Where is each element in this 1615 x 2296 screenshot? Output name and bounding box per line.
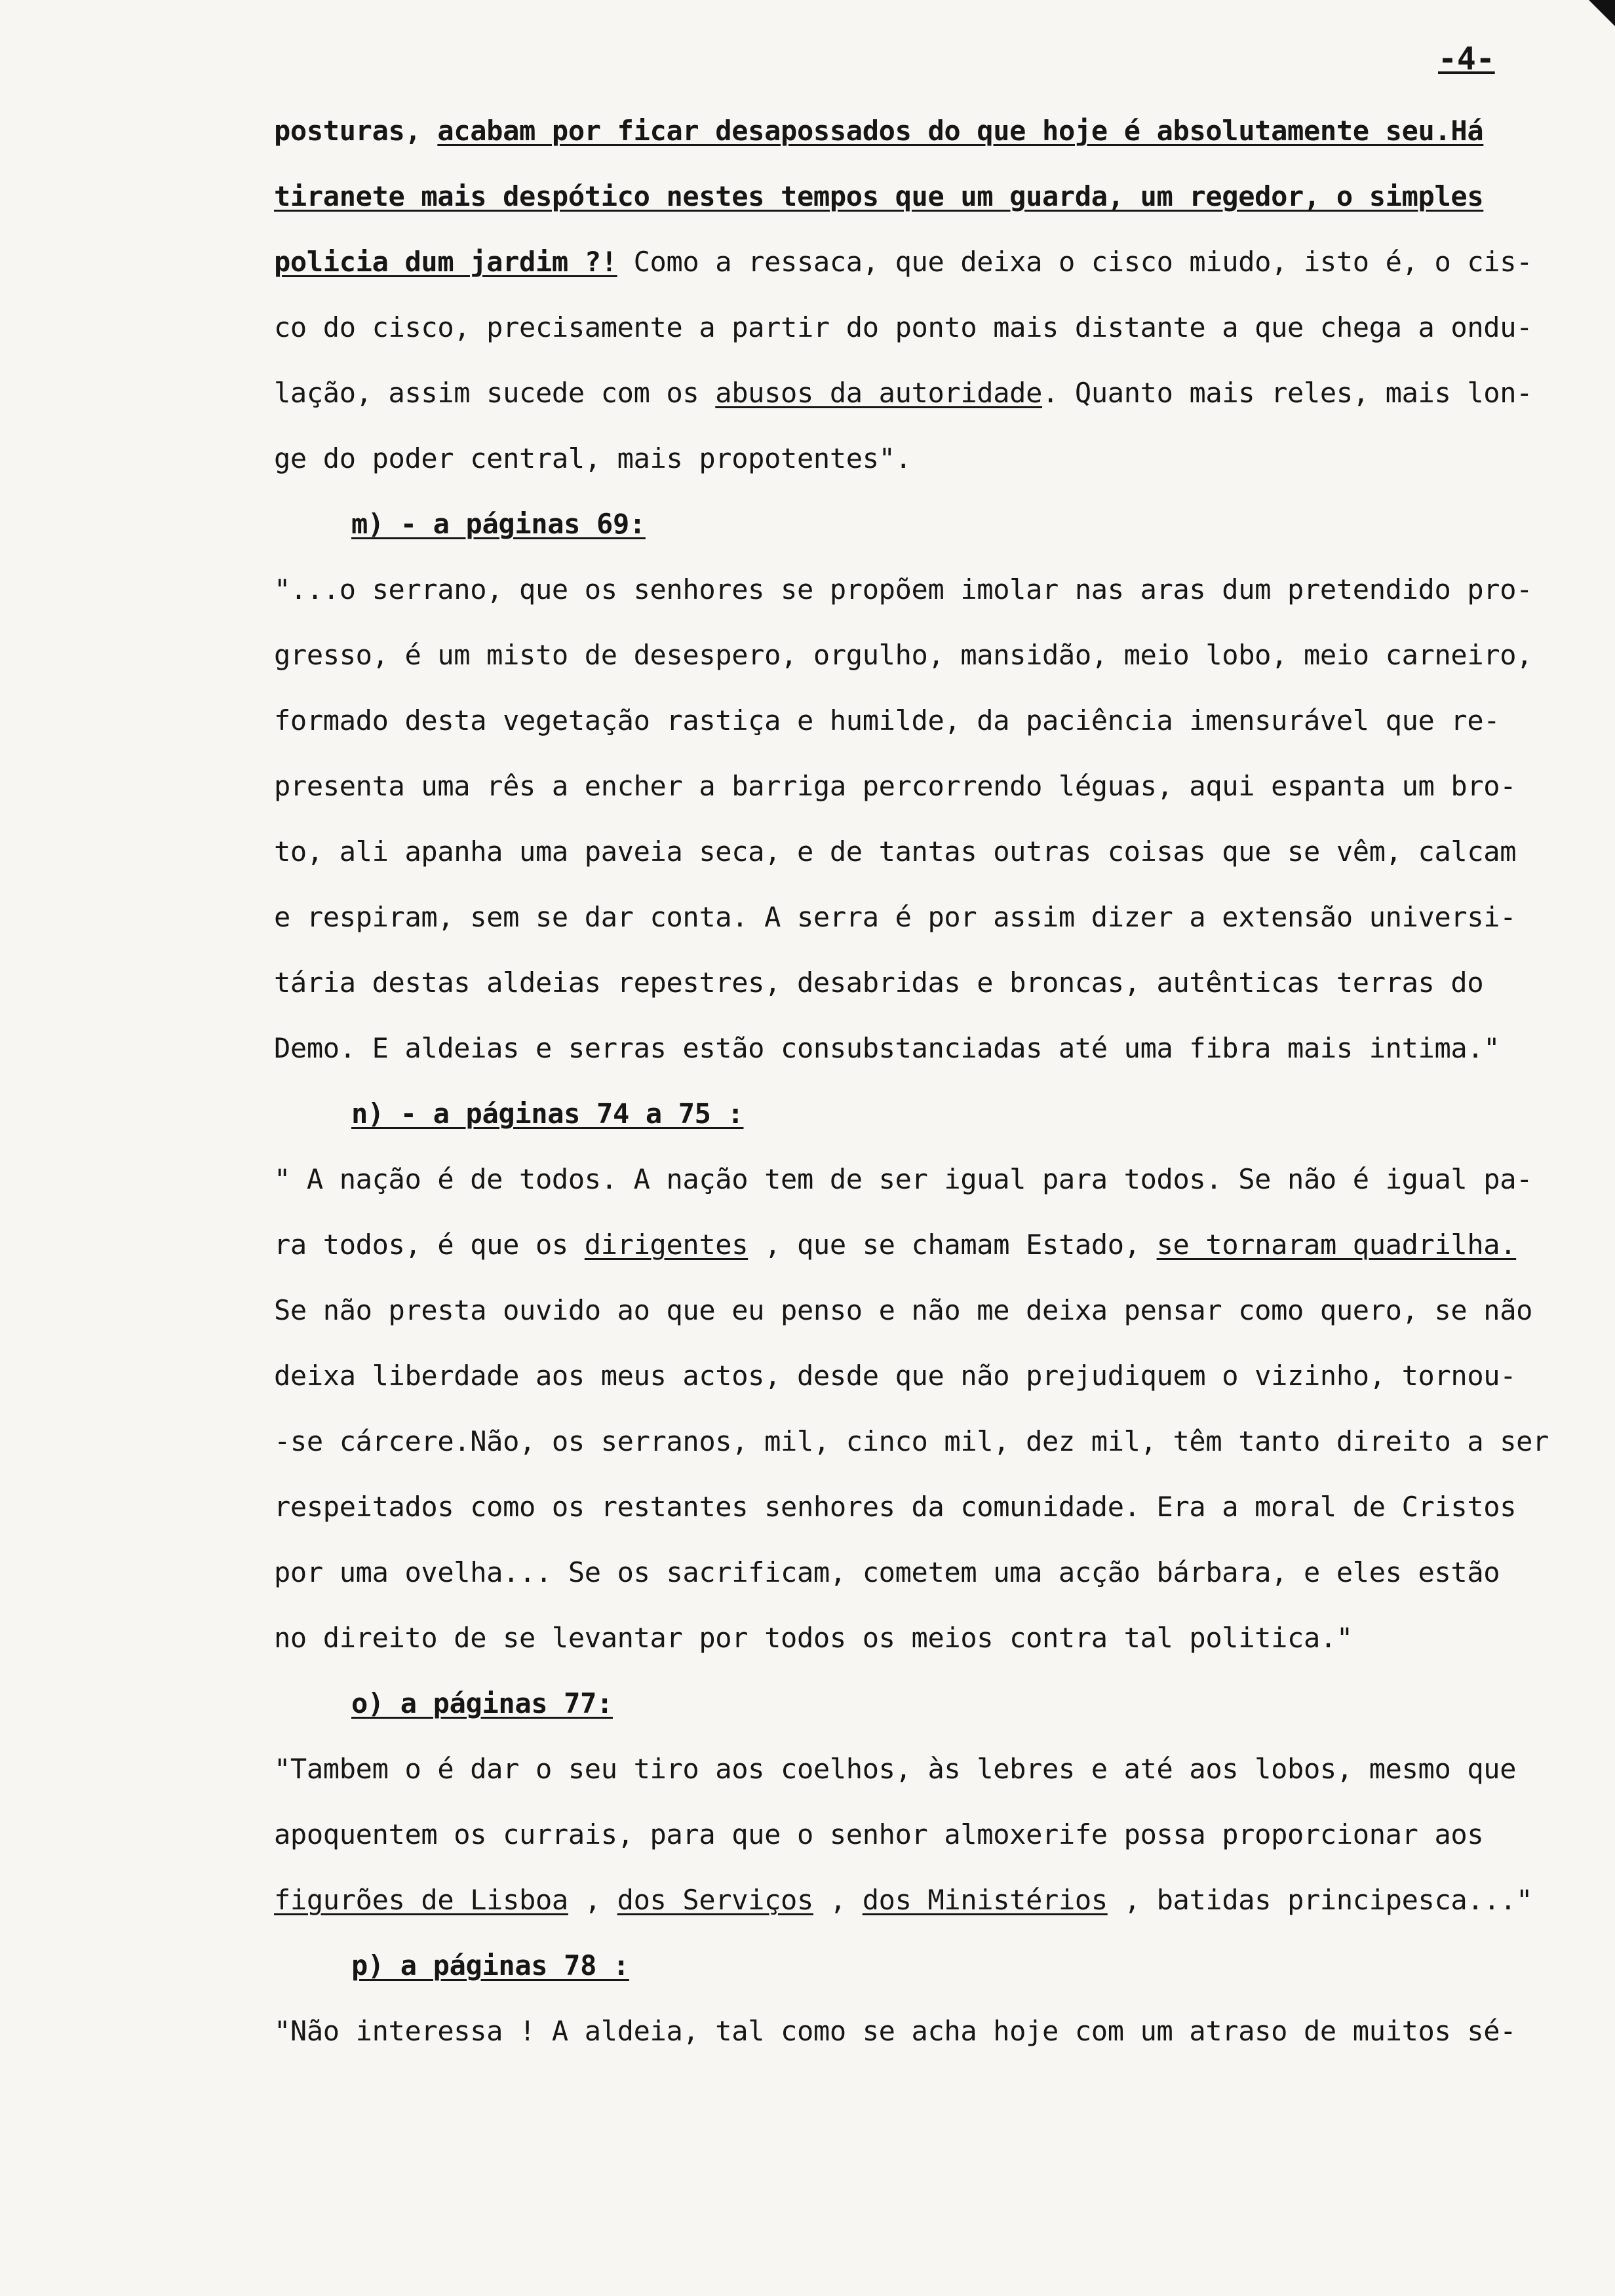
text-line <box>274 229 1540 295</box>
text-line <box>274 360 1540 426</box>
text-line <box>274 1016 1540 1081</box>
text-line <box>274 557 1540 622</box>
text-line <box>274 622 1540 688</box>
text-segment: no direito de se levantar por todos os meios contra tal politica." <box>274 1622 1353 1654</box>
text-segment: e respiram, sem se dar conta. A serra é por assim dizer a extensão universi- <box>274 901 1517 933</box>
text-line <box>274 164 1540 229</box>
text-line <box>274 885 1540 950</box>
page-number: -4- <box>1438 41 1495 77</box>
text-line <box>274 819 1540 885</box>
text-segment: -se cárcere.Não, os serranos, mil, cinco mil, dez mil, têm tanto direito a ser <box>274 1425 1549 1457</box>
underlined-text: abusos da autoridade <box>715 377 1043 409</box>
text-line <box>274 1343 1540 1409</box>
underlined-text: policia dum jardim ?! <box>274 246 617 278</box>
text-segment: presenta uma rês a encher a barriga percorrendo léguas, aqui espanta um bro- <box>274 770 1517 802</box>
underlined-text: dirigentes <box>584 1229 749 1261</box>
underlined-text: dos Serviços <box>617 1884 813 1916</box>
text-segment: " A nação é de todos. A nação tem de ser igual para todos. Se não é igual pa- <box>274 1163 1533 1195</box>
text-line <box>274 295 1540 360</box>
text-segment: tária destas aldeias repestres, desabridas e broncas, autênticas terras do <box>274 966 1484 999</box>
scan-corner-mark <box>1589 0 1615 26</box>
text-segment: gresso, é um misto de desespero, orgulho, mansidão, meio lobo, meio carneiro, <box>274 639 1533 671</box>
text-line <box>274 426 1540 491</box>
text-segment: posturas, <box>274 115 438 147</box>
underlined-text: tiranete mais despótico nestes tempos que um guarda, um regedor, o simples <box>274 180 1484 212</box>
text-segment: co do cisco, precisamente a partir do ponto mais distante a que chega a ondu- <box>274 311 1533 343</box>
text-segment: lação, assim sucede com os <box>274 377 716 409</box>
text-segment: deixa liberdade aos meus actos, desde que não prejudiquem o vizinho, tornou- <box>274 1360 1517 1392</box>
text-segment: formado desta vegetação rastiça e humilde, da paciência imensurável que re- <box>274 704 1500 737</box>
text-segment: Se não presta ouvido ao que eu penso e não me deixa pensar como quero, se não <box>274 1294 1533 1326</box>
text-segment: ge do poder central, mais propotentes". <box>274 442 912 474</box>
text-segment: , <box>813 1884 863 1916</box>
underlined-text: m) - a páginas 69: <box>351 508 646 540</box>
underlined-text: p) a páginas 78 : <box>351 1949 629 1981</box>
section-heading <box>274 1081 1540 1147</box>
document-body <box>274 98 1549 2064</box>
text-segment: , que se chamam Estado, <box>748 1229 1157 1261</box>
text-line <box>274 98 1540 164</box>
text-segment: Demo. E aldeias e serras estão consubstanciadas até uma fibra mais intima." <box>274 1032 1500 1064</box>
text-segment: "Tambem o é dar o seu tiro aos coelhos, às lebres e até aos lobos, mesmo que <box>274 1753 1517 1785</box>
text-segment: apoquentem os currais, para que o senhor almoxerife possa proporcionar aos <box>274 1818 1484 1850</box>
text-segment: ra todos, é que os <box>274 1229 585 1261</box>
underlined-text: acabam por ficar desapossados do que hoje é absolutamente seu.Há <box>437 115 1484 147</box>
underlined-text: dos Ministérios <box>862 1884 1108 1916</box>
text-segment: to, ali apanha uma paveia seca, e de tantas outras coisas que se vêm, calcam <box>274 835 1517 868</box>
text-segment: . Quanto mais reles, mais lon- <box>1042 377 1533 409</box>
text-segment: , batidas principesca..." <box>1107 1884 1533 1916</box>
section-heading <box>274 1671 1540 1736</box>
text-segment: , <box>568 1884 617 1916</box>
section-heading <box>274 491 1540 557</box>
underlined-text: o) a páginas 77: <box>351 1687 613 1719</box>
text-segment: respeitados como os restantes senhores da comunidade. Era a moral de Cristos <box>274 1491 1517 1523</box>
text-line <box>274 1540 1540 1605</box>
underlined-text: n) - a páginas 74 a 75 : <box>351 1098 744 1130</box>
text-line <box>274 1605 1540 1671</box>
text-line <box>274 1802 1540 1867</box>
text-segment: por uma ovelha... Se os sacrificam, cometem uma acção bárbara, e eles estão <box>274 1556 1500 1588</box>
text-line <box>274 1474 1540 1540</box>
text-line <box>274 1212 1540 1278</box>
text-segment: "...o serrano, que os senhores se propõem imolar nas aras dum pretendido pro- <box>274 573 1533 605</box>
text-line <box>274 688 1540 754</box>
text-line <box>274 1867 1540 1933</box>
text-line <box>274 1736 1540 1802</box>
underlined-text: se tornaram quadrilha. <box>1156 1229 1517 1261</box>
text-segment: Como a ressaca, que deixa o cisco miudo, isto é, o cis- <box>617 246 1533 278</box>
text-segment: "Não interessa ! A aldeia, tal como se acha hoje com um atraso de muitos sé- <box>274 2015 1517 2047</box>
text-line <box>274 950 1540 1016</box>
text-line <box>274 1147 1540 1212</box>
text-line <box>274 1409 1549 1474</box>
text-line <box>274 1999 1540 2064</box>
text-line <box>274 1278 1540 1343</box>
section-heading <box>274 1933 1540 1999</box>
text-line <box>274 754 1540 819</box>
underlined-text: figurões de Lisboa <box>274 1884 568 1916</box>
